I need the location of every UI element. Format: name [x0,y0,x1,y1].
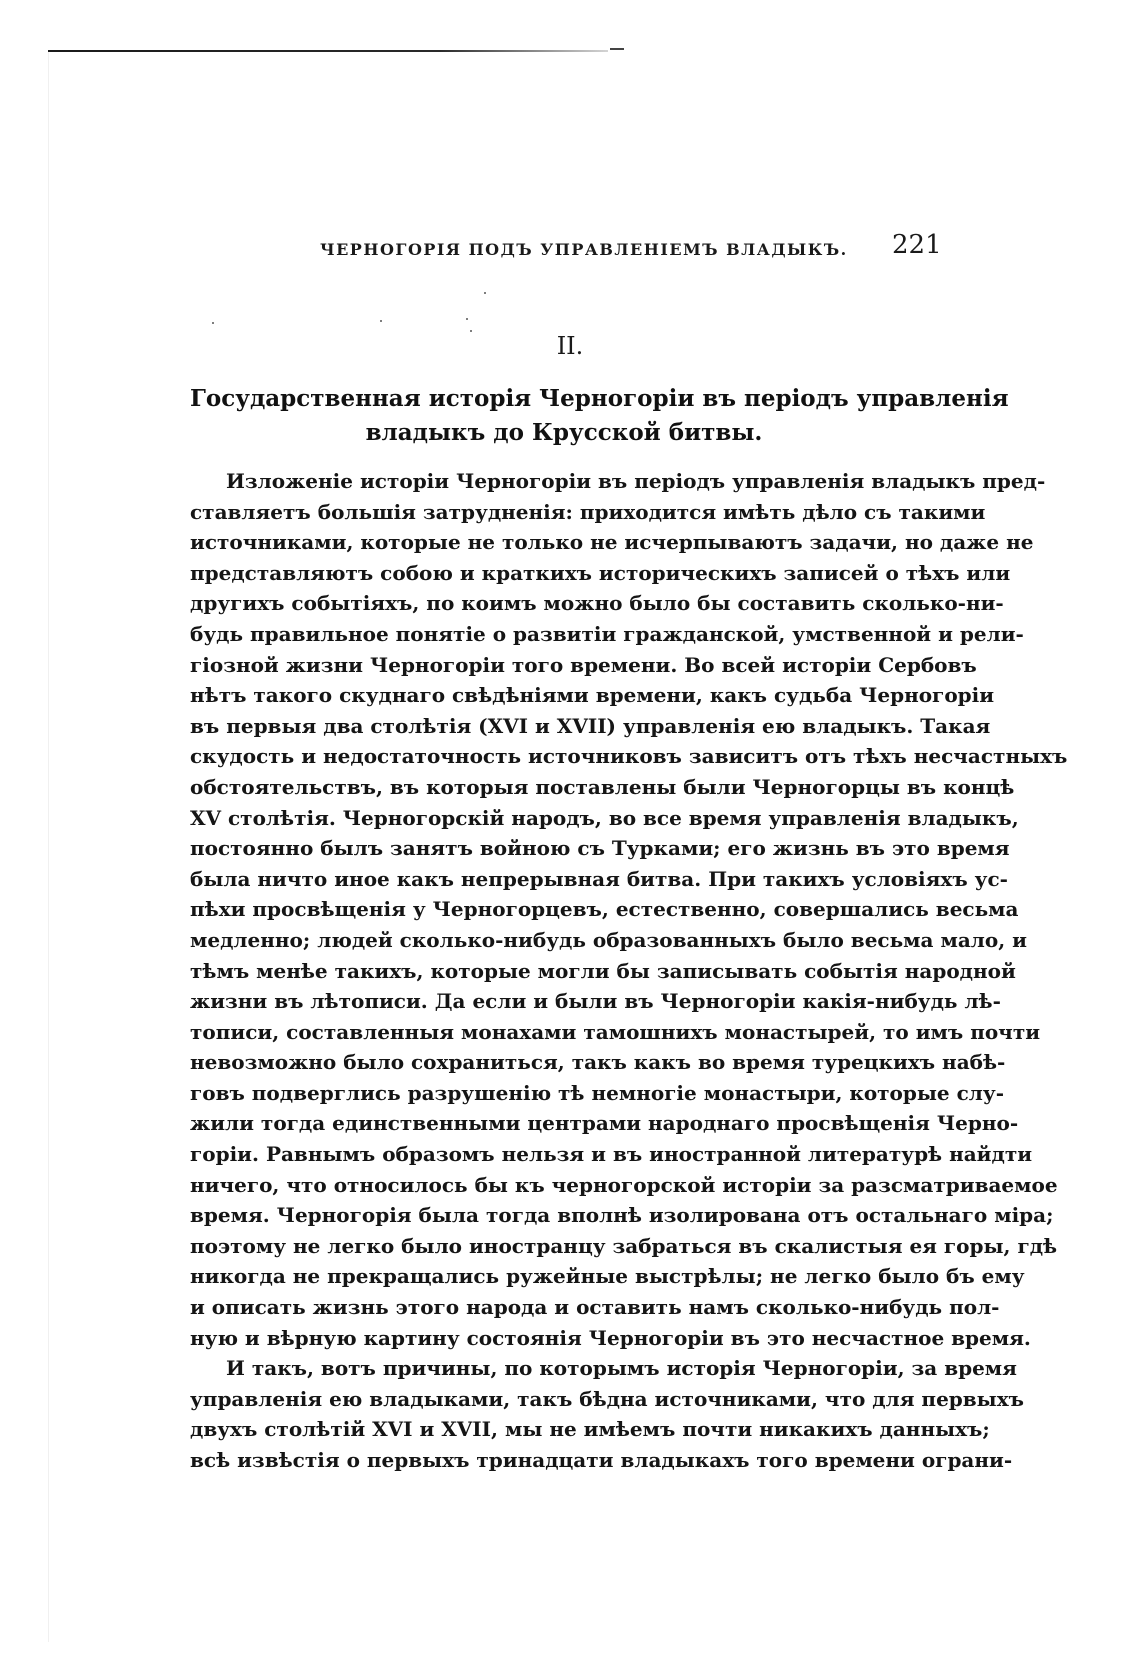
body-line: невозможно было сохраниться, такъ какъ во время турецкихъ набѣ- [190,1050,1006,1075]
scan-left-edge [48,52,49,1642]
section-number: II. [556,332,584,360]
body-line: говъ подверглись разрушенію тѣ немногіе монастыри, которые слу- [190,1080,1005,1105]
body-line: Изложеніе исторіи Черногоріи въ періодъ управленія владыкъ пред- [226,469,1046,493]
body-line: жизни въ лѣтописи. Да если и были въ Черногоріи какія-нибудь лѣ- [190,989,1001,1014]
body-line: нѣтъ такого скуднаго свѣдѣніями времени, какъ судьба Черногоріи [190,683,995,708]
body-line: будь правильное понятіе о развитіи гражданской, умственной и рели- [190,621,1024,646]
body-line: никогда не прекращались ружейные выстрѣлы; не легко было бъ ему [190,1264,1025,1289]
body-line: медленно; людей сколько-нибудь образованныхъ было весьма мало, и [190,927,1028,952]
chapter-title-line: владыкъ до Крусской битвы. [365,419,763,446]
body-line: ставляетъ большія затрудненія: приходится имѣть дѣло съ такими [190,499,986,524]
running-head: ЧЕРНОГОРІЯ ПОДЪ УПРАВЛЕНІЕМЪ ВЛАДЫКЪ. [320,240,848,259]
body-line: управленія ею владыками, такъ бѣдна источниками, что для первыхъ [190,1386,1024,1411]
body-line: ничего, что относилось бы къ черногорской исторіи за разсматриваемое [190,1172,1058,1197]
body-line: и описать жизнь этого народа и оставить намъ сколько-нибудь пол- [190,1295,1000,1320]
body-line: источниками, которые не только не исчерпываютъ задачи, но даже не [190,530,1034,555]
body-line: всѣ извѣстія о первыхъ тринадцати владыкахъ того времени ограни- [190,1448,1013,1472]
body-line: И такъ, вотъ причины, по которымъ исторія Черногоріи, за время [226,1356,1017,1381]
body-line: жили тогда единственными центрами народнаго просвѣщенія Черно- [190,1111,1019,1136]
body-line: горіи. Равнымъ образомъ нельзя и въ иностранной литературѣ найдти [190,1142,1033,1167]
body-line: обстоятельствъ, въ которыя поставлены были Черногорцы въ концѣ [190,774,1015,799]
body-line: тѣмъ менѣе такихъ, которые могли бы записывать событія народной [190,958,1016,983]
body-line: XV столѣтія. Черногорскій народъ, во все время управленія владыкъ, [190,805,1019,830]
body-line: поэтому не легко было иностранцу забраться въ скалистыя ея горы, гдѣ [190,1233,1058,1258]
body-line: пѣхи просвѣщенія у Черногорцевъ, естественно, совершались весьма [190,897,1019,922]
chapter-title-line: Государственная исторія Черногоріи въ періодъ управленія [190,385,1009,412]
body-line: была ничто иное какъ непрерывная битва. При такихъ условіяхъ ус- [190,866,1008,891]
body-line: ную и вѣрную картину состоянія Черногоріи въ это несчастное время. [190,1325,1031,1350]
body-line: постоянно былъ занятъ войною съ Турками; его жизнь въ это время [190,836,1010,861]
body-line: другихъ событіяхъ, по коимъ можно было бы составить сколько-ни- [190,591,1004,616]
scan-top-rule [48,50,608,52]
body-line: въ первыя два столѣтія (XVI и XVII) управленія ею владыкъ. Такая [190,713,991,738]
body-line: представляютъ собою и краткихъ историческихъ записей о тѣхъ или [190,560,1011,585]
body-line: время. Черногорія была тогда вполнѣ изолирована отъ остальнаго міра; [190,1203,1054,1228]
body-line: тописи, составленныя монахами тамошнихъ монастырей, то имъ почти [190,1019,1041,1044]
body-line: двухъ столѣтій XVI и XVII, мы не имѣемъ почти никакихъ данныхъ; [190,1417,990,1442]
scan-top-rule-dash [610,48,624,50]
body-line: скудость и недостаточность источниковъ зависитъ отъ тѣхъ несчастныхъ [190,744,1068,769]
body-text [190,466,1068,1476]
page-number: 221 [892,230,942,260]
chapter-title [190,382,1009,450]
body-line: гіозной жизни Черногоріи того времени. Во всей исторіи Сербовъ [190,652,977,677]
